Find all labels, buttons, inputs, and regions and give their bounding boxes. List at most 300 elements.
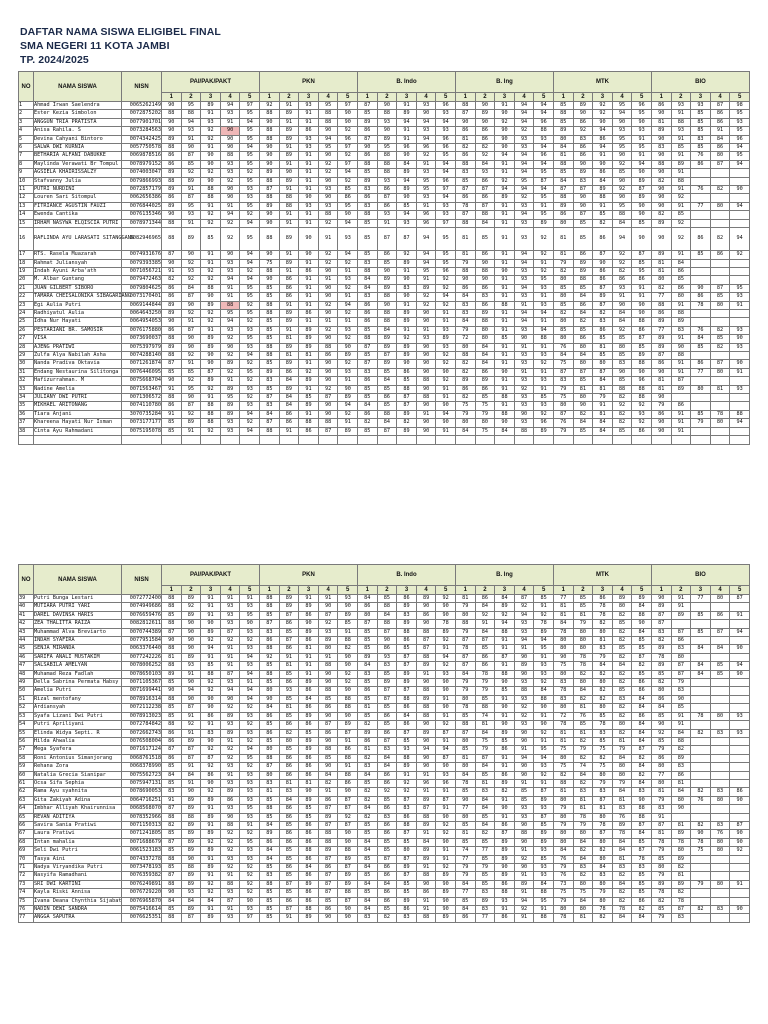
score-cell: 88 xyxy=(201,402,221,410)
empty-cell xyxy=(632,436,652,445)
score-cell: 89 xyxy=(397,110,417,118)
score-cell: 85 xyxy=(377,385,397,393)
score-cell: 78 xyxy=(632,855,652,863)
score-cell: 90 xyxy=(730,906,750,914)
score-cell: 92 xyxy=(240,169,260,177)
score-cell: 87 xyxy=(671,377,691,385)
score-cell: 88 xyxy=(377,318,397,326)
score-cell: 89 xyxy=(299,628,319,636)
score-cell: 92 xyxy=(181,309,201,317)
score-cell: 89 xyxy=(416,695,436,703)
score-cell: 91 xyxy=(220,284,240,292)
score-cell: 87 xyxy=(377,687,397,695)
score-cell xyxy=(730,351,750,359)
score-cell: 94 xyxy=(534,186,554,194)
table-row xyxy=(19,377,750,385)
score-cell: 81 xyxy=(279,662,299,670)
score-cell: 90 xyxy=(514,670,534,678)
score-cell: 85 xyxy=(691,118,711,126)
score-cell: 91 xyxy=(377,219,397,227)
score-cell: 88 xyxy=(377,160,397,168)
semester-header: 5 xyxy=(436,93,456,102)
row-number: 54 xyxy=(19,721,34,729)
score-cell: 85 xyxy=(691,410,711,418)
score-cell: 93 xyxy=(514,228,534,251)
score-cell: 84 xyxy=(593,419,613,427)
score-cell: 83 xyxy=(632,788,652,796)
score-cell: 85 xyxy=(279,872,299,880)
score-cell: 89 xyxy=(299,326,319,334)
score-cell: 87 xyxy=(632,251,652,259)
score-cell: 80 xyxy=(612,771,632,779)
score-cell: 88 xyxy=(358,335,378,343)
score-cell: 89 xyxy=(416,729,436,737)
score-cell: 89 xyxy=(397,763,417,771)
score-cell: 89 xyxy=(573,259,593,267)
table-row xyxy=(19,704,750,712)
row-number: 17 xyxy=(19,251,34,259)
score-cell: 89 xyxy=(534,838,554,846)
score-cell: 90 xyxy=(318,309,338,317)
score-cell: 92 xyxy=(260,102,280,110)
score-cell: 94 xyxy=(338,219,358,227)
score-cell: 85 xyxy=(377,704,397,712)
score-cell: 93 xyxy=(632,127,652,135)
score-cell: 85 xyxy=(358,637,378,645)
score-cell: 92 xyxy=(534,679,554,687)
score-cell: 90 xyxy=(201,351,221,359)
row-number: 1 xyxy=(19,102,34,110)
empty-cell xyxy=(651,436,671,445)
empty-cell xyxy=(19,436,34,445)
student-nisn: 0068568070 xyxy=(122,805,162,813)
score-cell xyxy=(691,276,711,284)
score-cell: 92 xyxy=(338,679,358,687)
document-title: DAFTAR NAMA SISWA ELIGIBEL FINAL xyxy=(20,26,221,38)
score-cell: 89 xyxy=(181,611,201,619)
score-cell: 78 xyxy=(671,897,691,905)
score-cell: 91 xyxy=(299,662,319,670)
score-cell: 93 xyxy=(534,135,554,143)
score-cell: 94 xyxy=(612,228,632,251)
score-cell: 85 xyxy=(593,737,613,745)
score-cell: 87 xyxy=(377,737,397,745)
score-cell: 88 xyxy=(201,670,221,678)
score-cell: 94 xyxy=(730,662,750,670)
score-cell: 90 xyxy=(201,293,221,301)
score-cell: 92 xyxy=(534,729,554,737)
score-cell: 75 xyxy=(455,402,475,410)
score-cell: 90 xyxy=(436,419,456,427)
score-cell: 84 xyxy=(573,309,593,317)
empty-cell xyxy=(358,436,378,445)
score-cell: 91 xyxy=(318,276,338,284)
score-cell: 91 xyxy=(495,284,515,292)
score-cell: 90 xyxy=(220,144,240,152)
score-cell: 89 xyxy=(495,838,515,846)
score-cell: 80 xyxy=(710,202,730,210)
score-cell: 91 xyxy=(593,402,613,410)
score-cell: 95 xyxy=(240,611,260,619)
score-cell: 89 xyxy=(495,194,515,202)
table-row xyxy=(19,385,750,393)
score-cell: 85 xyxy=(260,864,280,872)
score-cell: 87 xyxy=(338,864,358,872)
score-cell xyxy=(691,259,711,267)
score-cell: 89 xyxy=(162,135,182,143)
score-cell: 78 xyxy=(691,712,711,720)
score-cell: 91 xyxy=(495,813,515,821)
score-cell: 89 xyxy=(553,202,573,210)
score-cell: 94 xyxy=(436,293,456,301)
score-cell: 91 xyxy=(181,763,201,771)
score-cell: 91 xyxy=(436,788,456,796)
score-cell: 87 xyxy=(534,788,554,796)
score-cell: 84 xyxy=(632,628,652,636)
score-cell: 87 xyxy=(318,855,338,863)
score-cell: 94 xyxy=(240,251,260,259)
score-cell: 91 xyxy=(436,427,456,435)
score-cell: 85 xyxy=(612,645,632,653)
semester-header: 3 xyxy=(593,586,613,595)
score-cell: 90 xyxy=(397,194,417,202)
score-cell: 90 xyxy=(495,679,515,687)
row-number: 42 xyxy=(19,620,34,628)
score-cell: 80 xyxy=(593,855,613,863)
score-cell: 92 xyxy=(534,360,554,368)
score-cell: 93 xyxy=(220,763,240,771)
score-cell xyxy=(710,259,730,267)
score-cell: 75 xyxy=(553,394,573,402)
student-nisn: 0082946965 xyxy=(122,228,162,251)
score-cell: 90 xyxy=(495,419,515,427)
score-cell: 92 xyxy=(612,259,632,267)
score-cell: 88 xyxy=(201,410,221,418)
row-number: 25 xyxy=(19,318,34,326)
score-cell: 86 xyxy=(573,152,593,160)
score-cell: 89 xyxy=(397,864,417,872)
score-cell: 91 xyxy=(495,202,515,210)
score-cell: 76 xyxy=(553,419,573,427)
score-cell: 85 xyxy=(279,855,299,863)
score-cell: 91 xyxy=(279,914,299,922)
score-cell: 89 xyxy=(181,228,201,251)
score-cell: 88 xyxy=(201,284,221,292)
score-cell: 80 xyxy=(260,687,280,695)
score-cell: 87 xyxy=(260,620,280,628)
score-cell: 84 xyxy=(632,704,652,712)
score-cell: 80 xyxy=(651,763,671,771)
score-cell: 86 xyxy=(220,796,240,804)
score-cell: 84 xyxy=(632,695,652,703)
score-cell: 79 xyxy=(593,779,613,787)
score-cell: 82 xyxy=(358,788,378,796)
row-number: 7 xyxy=(19,152,34,160)
score-cell: 95 xyxy=(240,152,260,160)
score-cell: 85 xyxy=(358,645,378,653)
score-cell: 94 xyxy=(514,110,534,118)
score-cell: 92 xyxy=(201,838,221,846)
semester-header: 3 xyxy=(691,93,711,102)
row-number: 57 xyxy=(19,746,34,754)
score-cell: 84 xyxy=(593,864,613,872)
student-name: Tiara Anjani xyxy=(34,410,122,418)
score-cell: 89 xyxy=(299,880,319,888)
table-row xyxy=(19,335,750,343)
table-row xyxy=(19,838,750,846)
score-cell: 86 xyxy=(318,796,338,804)
score-cell xyxy=(691,309,711,317)
score-cell: 96 xyxy=(534,152,554,160)
score-cell: 89 xyxy=(377,343,397,351)
score-cell: 82 xyxy=(612,889,632,897)
score-cell: 92 xyxy=(181,377,201,385)
score-cell: 85 xyxy=(671,211,691,219)
score-cell: 89 xyxy=(338,394,358,402)
score-cell: 80 xyxy=(593,628,613,636)
score-cell: 86 xyxy=(358,152,378,160)
empty-cell xyxy=(240,436,260,445)
score-cell: 84 xyxy=(534,687,554,695)
score-cell: 80 xyxy=(671,653,691,661)
score-cell: 89 xyxy=(338,855,358,863)
score-cell: 85 xyxy=(691,611,711,619)
score-cell: 81 xyxy=(299,351,319,359)
score-cell: 81 xyxy=(553,729,573,737)
score-cell: 91 xyxy=(397,301,417,309)
score-cell: 82 xyxy=(593,620,613,628)
score-cell: 91 xyxy=(220,771,240,779)
row-number: 44 xyxy=(19,637,34,645)
score-cell: 85 xyxy=(260,889,280,897)
score-cell: 85 xyxy=(475,645,495,653)
semester-header: 5 xyxy=(240,586,260,595)
score-cell: 90 xyxy=(416,620,436,628)
score-cell: 88 xyxy=(358,211,378,219)
score-cell: 88 xyxy=(495,301,515,309)
score-cell: 79 xyxy=(553,427,573,435)
score-cell: 91 xyxy=(279,267,299,275)
semester-header: 1 xyxy=(553,586,573,595)
score-cell: 80 xyxy=(553,838,573,846)
score-cell: 85 xyxy=(671,704,691,712)
score-cell: 79 xyxy=(651,914,671,922)
score-cell: 82 xyxy=(632,771,652,779)
score-cell: 86 xyxy=(671,771,691,779)
student-nisn: 0077901701 xyxy=(122,118,162,126)
score-cell: 80 xyxy=(651,276,671,284)
score-cell: 95 xyxy=(240,754,260,762)
score-cell: 84 xyxy=(260,847,280,855)
score-cell: 92 xyxy=(240,880,260,888)
score-cell: 93 xyxy=(514,620,534,628)
row-number: 65 xyxy=(19,813,34,821)
score-cell: 86 xyxy=(377,729,397,737)
score-cell: 82 xyxy=(651,897,671,905)
score-cell: 83 xyxy=(612,864,632,872)
score-cell: 93 xyxy=(220,427,240,435)
score-cell: 90 xyxy=(220,186,240,194)
score-cell: 93 xyxy=(240,326,260,334)
score-cell: 93 xyxy=(730,293,750,301)
score-cell: 88 xyxy=(358,160,378,168)
score-cell: 95 xyxy=(240,805,260,813)
score-cell: 91 xyxy=(514,847,534,855)
score-cell: 92 xyxy=(318,385,338,393)
score-cell: 85 xyxy=(162,419,182,427)
score-cell: 89 xyxy=(181,838,201,846)
score-cell: 83 xyxy=(593,645,613,653)
score-cell: 95 xyxy=(514,177,534,185)
score-cell: 92 xyxy=(181,721,201,729)
score-cell: 92 xyxy=(181,410,201,418)
score-cell: 91 xyxy=(671,427,691,435)
score-cell: 89 xyxy=(181,880,201,888)
score-cell: 81 xyxy=(651,267,671,275)
score-cell xyxy=(710,394,730,402)
score-cell: 90 xyxy=(593,118,613,126)
score-cell xyxy=(710,679,730,687)
semester-header: 4 xyxy=(318,93,338,102)
score-cell: 93 xyxy=(534,670,554,678)
score-cell: 79 xyxy=(553,897,573,905)
row-number: 43 xyxy=(19,628,34,636)
score-cell: 80 xyxy=(318,645,338,653)
score-cell: 90 xyxy=(338,838,358,846)
score-cell: 82 xyxy=(612,897,632,905)
score-cell: 87 xyxy=(279,880,299,888)
student-name: Amelia Putri xyxy=(34,687,122,695)
table-row xyxy=(19,351,750,359)
score-cell: 85 xyxy=(299,394,319,402)
score-cell xyxy=(730,219,750,227)
score-cell: 88 xyxy=(279,194,299,202)
score-cell: 87 xyxy=(377,228,397,251)
score-cell: 85 xyxy=(651,855,671,863)
score-cell: 87 xyxy=(260,419,280,427)
score-cell: 84 xyxy=(632,737,652,745)
score-cell: 92 xyxy=(377,788,397,796)
score-cell: 85 xyxy=(573,326,593,334)
score-cell: 78 xyxy=(534,620,554,628)
score-cell: 88 xyxy=(416,712,436,720)
score-cell: 91 xyxy=(534,343,554,351)
score-cell: 91 xyxy=(671,110,691,118)
student-name: Syafa Lizani Dwi Putri xyxy=(34,712,122,720)
score-cell: 88 xyxy=(260,301,280,309)
score-cell: 83 xyxy=(358,186,378,194)
student-nisn: 0069878516 xyxy=(122,152,162,160)
score-cell xyxy=(730,779,750,787)
score-cell: 91 xyxy=(730,368,750,376)
score-cell: 92 xyxy=(240,737,260,745)
score-cell: 85 xyxy=(260,897,280,905)
score-cell: 88 xyxy=(318,746,338,754)
score-cell xyxy=(691,653,711,661)
score-cell: 86 xyxy=(279,679,299,687)
score-cell: 92 xyxy=(201,637,221,645)
score-cell: 88 xyxy=(534,889,554,897)
score-cell: 85 xyxy=(612,620,632,628)
score-cell: 94 xyxy=(416,746,436,754)
score-cell: 83 xyxy=(612,805,632,813)
row-number: 63 xyxy=(19,796,34,804)
score-cell: 87 xyxy=(495,830,515,838)
row-number: 33 xyxy=(19,385,34,393)
student-name: Imbhar Alliyah Khairunnisa xyxy=(34,805,122,813)
student-nisn: 0074288140 xyxy=(122,351,162,359)
score-cell: 90 xyxy=(730,796,750,804)
score-cell: 83 xyxy=(573,135,593,143)
score-cell: 82 xyxy=(691,821,711,829)
score-cell: 81 xyxy=(651,788,671,796)
table-row xyxy=(19,695,750,703)
score-cell: 91 xyxy=(279,102,299,110)
score-cell: 90 xyxy=(299,788,319,796)
score-cell: 88 xyxy=(338,754,358,762)
score-cell: 90 xyxy=(495,267,515,275)
score-cell: 88 xyxy=(514,427,534,435)
row-number: 53 xyxy=(19,712,34,720)
score-cell: 93 xyxy=(240,186,260,194)
score-cell: 88 xyxy=(475,704,495,712)
score-cell: 91 xyxy=(436,805,456,813)
score-cell: 90 xyxy=(475,276,495,284)
score-cell: 86 xyxy=(299,855,319,863)
table-row xyxy=(19,202,750,210)
score-cell: 84 xyxy=(455,318,475,326)
student-name: Anisa Rahila. S xyxy=(34,127,122,135)
score-cell: 94 xyxy=(730,628,750,636)
empty-cell xyxy=(612,436,632,445)
score-cell: 95 xyxy=(240,293,260,301)
score-cell: 85 xyxy=(573,228,593,251)
score-cell: 87 xyxy=(201,368,221,376)
score-cell: 91 xyxy=(495,251,515,259)
score-cell: 86 xyxy=(279,763,299,771)
score-cell: 94 xyxy=(514,118,534,126)
score-cell: 89 xyxy=(436,335,456,343)
score-cell: 93 xyxy=(338,326,358,334)
score-cell: 85 xyxy=(455,177,475,185)
student-name: Nadya Viryandika Putri xyxy=(34,864,122,872)
student-name: Muhammad Alva Breviarto xyxy=(34,628,122,636)
score-cell: 94 xyxy=(514,160,534,168)
score-cell: 91 xyxy=(338,737,358,745)
score-cell: 93 xyxy=(318,202,338,210)
score-cell: 89 xyxy=(318,813,338,821)
score-cell: 80 xyxy=(612,603,632,611)
score-cell: 88 xyxy=(377,110,397,118)
score-cell: 83 xyxy=(358,368,378,376)
score-cell: 78 xyxy=(612,906,632,914)
table-row xyxy=(19,712,750,720)
score-cell: 90 xyxy=(612,152,632,160)
score-cell: 91 xyxy=(495,318,515,326)
score-cell xyxy=(710,855,730,863)
student-nisn: 0073284563 xyxy=(122,127,162,135)
score-cell: 91 xyxy=(299,670,319,678)
score-cell: 76 xyxy=(553,343,573,351)
score-cell: 86 xyxy=(338,746,358,754)
score-cell: 84 xyxy=(475,360,495,368)
score-cell: 81 xyxy=(593,343,613,351)
score-cell: 94 xyxy=(240,695,260,703)
row-number: 8 xyxy=(19,160,34,168)
subject-header: BIO xyxy=(651,565,749,586)
score-cell: 83 xyxy=(279,788,299,796)
score-cell: 80 xyxy=(455,813,475,821)
